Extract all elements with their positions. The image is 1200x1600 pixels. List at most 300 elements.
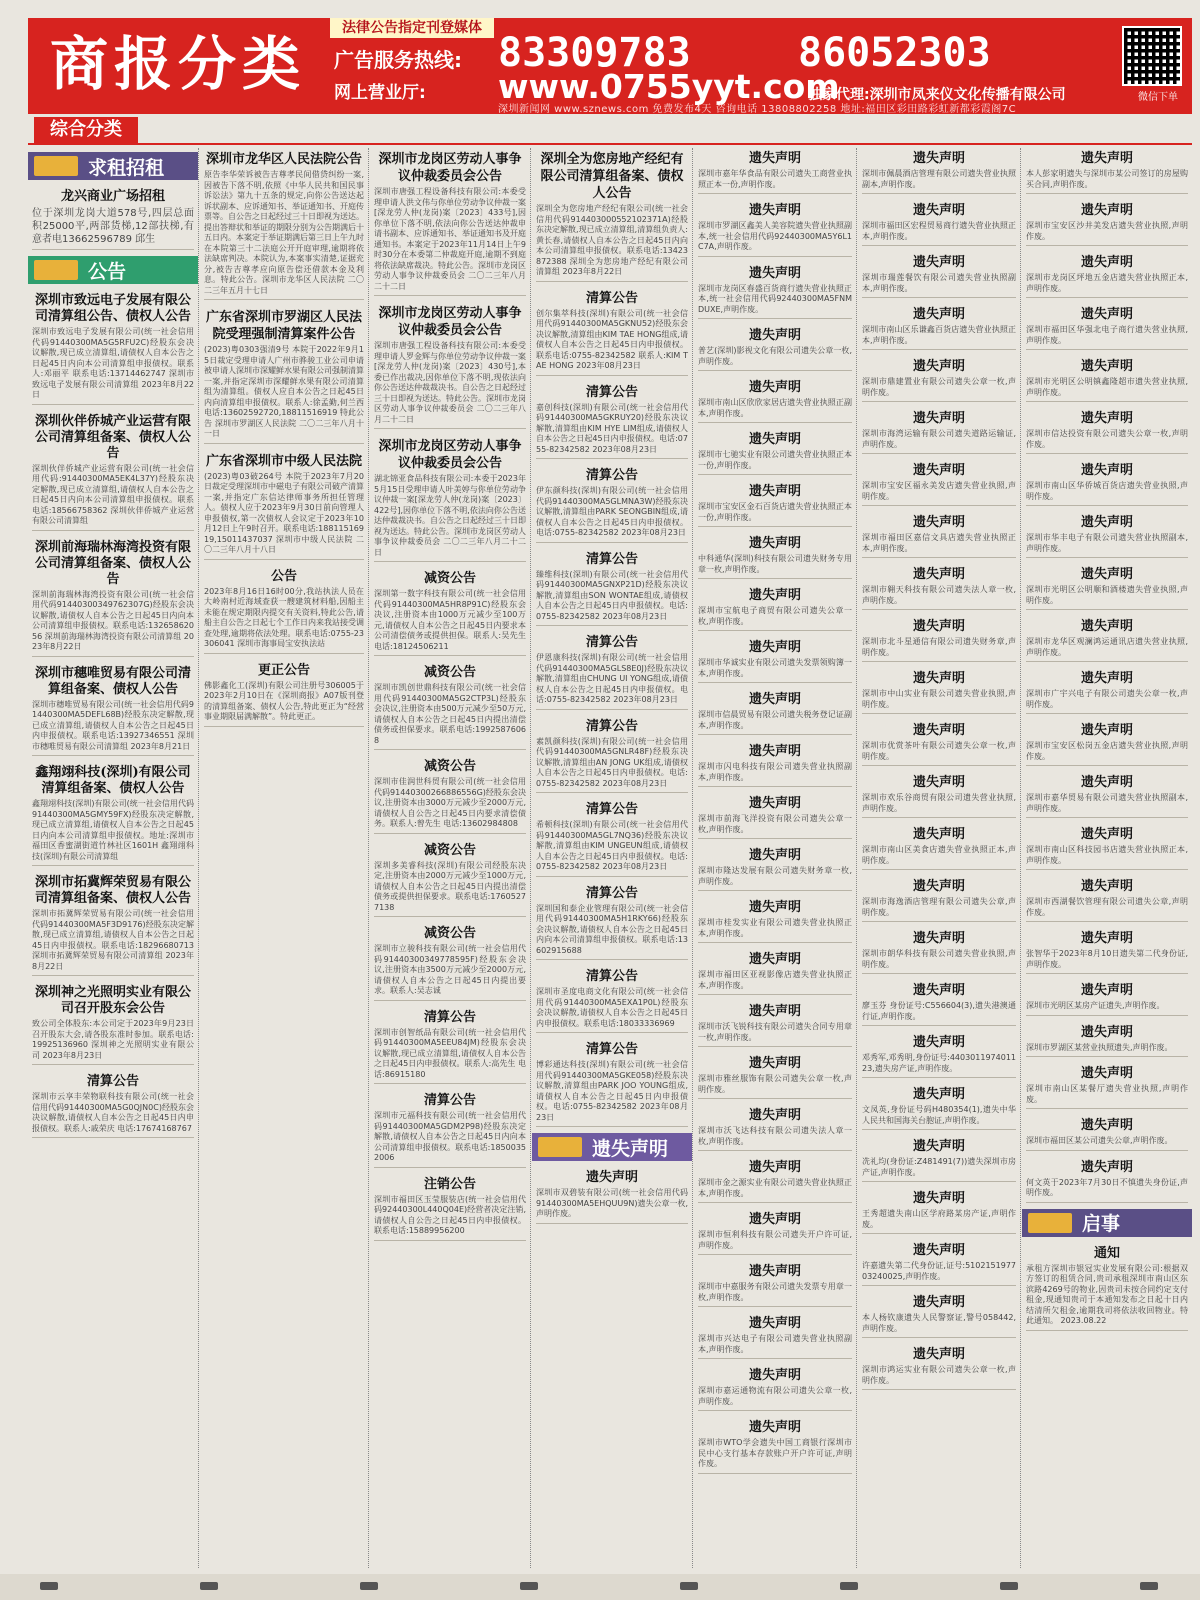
notice-heading: 遗失声明 — [1080, 151, 1133, 166]
notice-heading: 遗失声明 — [912, 1243, 965, 1258]
notice-item — [536, 465, 688, 543]
notice-body: 深圳全为您房地产经纪有限公司(统一社会信用代码91440300055210237​1A)经股东决定解散,现已成立清算组,清算组负责人:黄长春,请债权人自本公告之日起45日内向本公司清算组申报债权。联系电话:13423872388 深圳全为您房地产经纪有限公司清算组 2023年8月22日 — [536, 204, 688, 276]
notice-item — [32, 411, 194, 531]
notice-body: 本人杨钦康遗失人民警察证,警号058442,声明作废。 — [862, 1313, 1016, 1333]
lost-item — [862, 408, 1016, 454]
notice-heading: 遗失声明 — [748, 640, 801, 655]
notice-body: 深圳市中山实业有限公司遗失营业执照,声明作废。 — [862, 689, 1016, 709]
page-tick-icon — [840, 1582, 858, 1590]
lost-item — [862, 980, 1016, 1026]
notice-heading: 遗失声明 — [748, 1368, 801, 1383]
notice-body: 嘉创科技(深圳)有限公司(统一社会信用代码91440300MA5GKRUY20)经股东决议解散,清算组由KIM HYE LIM组成,请债权人自本公告之日起45日内申报债权。电话:0755-82342582 2023年08月23日 — [536, 402, 688, 454]
lost-item — [1026, 460, 1188, 506]
notice-heading: 遗失声明 — [1080, 515, 1133, 530]
folder-icon — [34, 156, 78, 176]
notice-body: 深圳市恒利科技有限公司遗失开户许可证,声明作废。 — [698, 1230, 852, 1250]
notice-body: 深圳市宝安区沙井美发店遗失营业执照,声明作废。 — [1026, 221, 1188, 241]
notice-heading: 遗失声明 — [912, 1295, 965, 1310]
lost-item — [1026, 512, 1188, 558]
notice-body: 张智华于2023年8月10日遗失第二代身份证,声明作废。 — [1026, 949, 1188, 969]
lost-item — [698, 1417, 852, 1474]
notice-body: 深圳市南山区乐谦鑫百货店遗失营业执照正本,声明作废。 — [862, 325, 1016, 345]
lost-item — [1026, 1157, 1188, 1203]
section-title: 综合分类 — [34, 117, 138, 143]
column-3 — [370, 148, 531, 1568]
notice-heading: 遗失声明 — [748, 536, 801, 551]
notice-heading: 清算公告 — [423, 1093, 476, 1108]
notice-body: 深圳市南山区欣欣家居店遗失营业执照正副本,声明作废。 — [698, 398, 852, 418]
notice-body: 创尔集萃科技(深圳)有限公司(统一社会信用代码91440300MA5GKNU52)经股东会决议解散,清算组由KIM TAE HONG组成,请债权人自本公告之日起45日内申报债权。联系电话:0755-82342582 联系人:KIM TAE HONG 2023年08月23日 — [536, 308, 688, 370]
notice-body: 湖北锦亚食品科技有限公司:本委于2023年5月15日受理申请人叶美婷与你单位劳动争议仲裁一案[深龙劳人仲(龙岗)案〔2023〕422号],因你单位下落不明,依法向你公告送达仲裁裁决书。自公告之日起经过三十日即视为送达。特此公告。深圳市龙岗区劳动人事争议仲裁委员会 二〇二三年八月二十二日 — [374, 474, 526, 557]
qr-caption: 微信下单 — [1138, 92, 1178, 103]
lost-item — [698, 263, 852, 320]
notice-body: 中科通华(深圳)科技有限公司遗失财务专用章一枚,声明作废。 — [698, 554, 852, 574]
lost-item — [698, 1209, 852, 1255]
notice-body: 深圳市福田区华强北电子商行遗失营业执照,声明作废。 — [1026, 325, 1188, 345]
lost-item — [1026, 564, 1188, 610]
notice-item — [536, 883, 688, 961]
notice-body: (2023)粤0303强清9号 本院于2022年9月15日裁定受理申请人广州市骅骏工业公司申请被申请人深圳市深耀鲜水果有限公司强制清算一案,并指定深圳市深耀鲜水果有限公司清算组为清算组。债权人应自本公告之日起45日内向清算组申报债权。联系人:徐孟勤,何兰西 电话:13602592720,18811516919 特此公告 深圳市罗湖区人民法院 二〇二三年八月十一日 — [204, 345, 364, 438]
notice-body: 深圳市福田区嘉信文具店遗失营业执照正本,声明作废。 — [862, 533, 1016, 553]
notice-body: 深圳市南山区华侨城百货店遗失营业执照,声明作废。 — [1026, 481, 1188, 501]
category-qishi: 启事 — [1022, 1209, 1192, 1237]
notice-item — [32, 290, 194, 405]
notice-item — [536, 966, 688, 1033]
folder-icon — [1028, 1213, 1072, 1233]
notice-body: 邓秀军,邓秀明,身份证号:440301197401123,遗失房产证,声明作废。 — [862, 1053, 1016, 1073]
lost-list — [1022, 148, 1192, 1203]
notice-body: 深圳市龙华区观澜鸿运通讯店遗失营业执照,声明作废。 — [1026, 637, 1188, 657]
lost-item — [1026, 720, 1188, 766]
notice-heading: 遗失声明 — [748, 151, 801, 166]
lost-item — [862, 928, 1016, 974]
notice-body: 深圳市翱天科技有限公司遗失法人章一枚,声明作废。 — [862, 585, 1016, 605]
notice-body: 深圳市宝安区福永美发店遗失营业执照,声明作废。 — [862, 481, 1016, 501]
notice-body: 深圳前海瑞林海湾投资有限公司(统一社会信用代码91440300349762307G)经股东会决议解散,请债权人自本公告之日起45日内向本公司清算组申报债权。联系电话:13265862056 深圳前海瑞林海湾投资有限公司清算组 2023年8月22日 — [32, 589, 194, 651]
notice-body: 2023年8月16日16时00分,我站执法人员在大岭南村近海域查获一艘建筑材料船,因船主未能在规定期限内提交有关资料,特此公告,请船主自公告之日起七个工作日内来我站接受调查处理,逾期将依法处理。联系电话:0755-23306041 深圳市海事局宝安执法站 — [204, 586, 364, 648]
notice-heading: 遗失声明 — [1080, 255, 1133, 270]
page-tick-icon — [1000, 1582, 1018, 1590]
notice-heading: 清算公告 — [585, 384, 638, 400]
notice-heading: 清算公告 — [585, 718, 638, 734]
lost-item — [862, 564, 1016, 610]
lost-item — [862, 824, 1016, 870]
lost-item — [862, 1292, 1016, 1338]
notice-body: 臻维科技(深圳)有限公司(统一社会信用代码91440300MA5GNXP21D)经股东决议解散,清算组由SON WONTAE组成,请债权人自本公告之日起45日内申报债权。电话:0755-82342582 2023年08月23日 — [536, 569, 688, 621]
notice-heading: 遗失声明 — [1080, 619, 1133, 634]
category-rent: 求租招租 — [28, 152, 198, 180]
notice-heading: 深圳神之光照明实业有限公司召开股东会公告 — [34, 985, 191, 1016]
notice-heading: 遗失声明 — [748, 1316, 801, 1331]
notice-body: 深圳市宝安区松岗五金店遗失营业执照,声明作废。 — [1026, 741, 1188, 761]
notice-heading: 遗失声明 — [1080, 931, 1133, 946]
notice-body: 承租方深圳市银冠实业发展有限公司:根据双方签订的租赁合同,贵司承租深圳市南山区东滨路4269号的物业,因贵司未按合同约定支付租金,现通知贵司于本通知发布之日起十日内结清所欠租金,逾期我司将依法收回物业。特此通知。 2023.08.22 — [1026, 1263, 1188, 1325]
bottom-strip — [0, 1574, 1200, 1600]
notice-item — [204, 566, 364, 654]
notice-body: 深圳市宝安区金石百货店遗失营业执照正本一份,声明作废。 — [698, 502, 852, 522]
notice-body: 深圳市广宇兴电子有限公司遗失公章一枚,声明作废。 — [1026, 689, 1188, 709]
lost-item — [862, 460, 1016, 506]
notice-body: 深圳市优赏茶叶有限公司遗失公章一枚,声明作废。 — [862, 741, 1016, 761]
notice-item — [536, 288, 688, 376]
page-tick-icon — [360, 1582, 378, 1590]
notice-heading: 清算公告 — [585, 802, 638, 817]
notice-body: 深圳市佳润世科贸有限公司(统一社会信用代码91440300266886556G)经股东会决议,注册资本由3000万元减少至2000万元,请债权人自公告之日起45日内要求清偿债务。联系人:曾先生 电话:13602984808 — [374, 777, 526, 828]
notice-body: 深圳市福田区宏程贸易商行遗失营业执照正本,声明作废。 — [862, 221, 1016, 241]
lost-item — [698, 637, 852, 683]
notice-item — [32, 982, 194, 1065]
notice-heading: 遗失声明 — [912, 151, 965, 166]
notice-body: 位于深圳龙岗大道578号,四层总面积25000平,两部货梯,12部扶梯,有意者电13662596789 邱生 — [32, 208, 194, 245]
category-lost: 遗失声明 — [532, 1133, 692, 1161]
lost-item — [698, 793, 852, 839]
notice-heading: 遗失声明 — [912, 775, 965, 790]
notice-heading: 遗失声明 — [912, 411, 965, 426]
notice-body: 深圳市致远电子发展有限公司(统一社会信用代码91440300MA5G5RFU2C)经股东会决议解散,现已成立清算组,请债权人自本公告之日起45日内向本公司清算组申报债权。联系人:邓丽平 联系电话:13714462747 深圳市致远电子发展有限公司清算组 2023年8月22日 — [32, 327, 194, 399]
notice-item — [536, 549, 688, 627]
qr-code-icon — [1122, 26, 1182, 86]
notice-item — [32, 663, 194, 757]
lost-item — [1026, 876, 1188, 922]
notice-body: 原告李华荣诉被告吉尊孝民间借贷纠纷一案,因被告下落不明,依照《中华人民共和国民事诉讼法》第九十五条的规定,向你公告送达起诉状副本、应诉通知书、举证通知书、开庭传票等。自公告之日起经过三十日即视为送达。提出答辩状和举证的期限分别为公告期满后十五日内。本案定于举证期满后第三日上午九时在本院第三十二法庭公开开庭审理,逾期将依法缺席判决。本院认为,本案事实清楚,证据充分,被告吉尊孝应向原告偿还借款本金及利息。特此公告。深圳市龙华区人民法院 二〇二三年五月十七日 — [204, 170, 364, 295]
column-5 — [694, 148, 857, 1568]
hotline-number-1: 83309783 — [498, 30, 691, 76]
notice-body: 深圳市创智纸品有限公司(统一社会信用代码91440300MA5EEU84JM)经股东会决议解散,现已成立清算组,请债权人自本公告之日起45日内申报债权。联系人:高先生 电话:86915180 — [374, 1027, 526, 1079]
notice-body: 深圳市WTO学会遗失中国工商银行深圳市民中心支行基本存款账户开户许可证,声明作废。 — [698, 1438, 852, 1468]
notice-body: 深圳市兴达电子有限公司遗失营业执照副本,声明作废。 — [698, 1334, 852, 1354]
notice-item — [374, 840, 526, 918]
masthead — [28, 18, 1192, 114]
notice-heading: 遗失声明 — [748, 484, 801, 499]
notice-body: 深圳市中嘉服务有限公司遗失发票专用章一枚,声明作废。 — [698, 1282, 852, 1302]
notice-body: 鑫翔翊科技(深圳)有限公司(统一社会信用代码91440300MA5GMY59FX)经股东决定解散,现已成立清算组,请债权人自本公告之日起45日内向本公司清算组申报债权。地址:深圳市福田区香蜜湖街道竹林社区1601H 鑫翔翊科技(深圳)有限公司清算组 — [32, 799, 194, 861]
notice-heading: 清算公告 — [585, 1042, 638, 1057]
notice-heading: 清算公告 — [585, 885, 638, 901]
notice-heading: 遗失声明 — [1080, 411, 1133, 426]
notice-heading: 深圳伙伴侨城产业运营有限公司清算组备案、债权人公告 — [34, 413, 191, 461]
notice-body: 致公司全体股东:本公司定于2023年9月23日召开股东大会,请各股东准时参加。联系电话:19925136960 深圳神之光照明实业有限公司 2023年8月23日 — [32, 1019, 194, 1060]
notice-heading: 减资公告 — [423, 665, 476, 680]
lost-item — [698, 897, 852, 943]
notice-heading: 深圳市龙岗区劳动人事争议仲裁委员会公告 — [378, 306, 522, 338]
notice-heading: 公告 — [270, 568, 297, 584]
notice-heading: 清算公告 — [423, 1009, 476, 1025]
notice-heading: 更正公告 — [257, 662, 310, 678]
column-7 — [1022, 148, 1192, 1568]
notice-heading: 遗失声明 — [912, 203, 965, 218]
notice-heading: 遗失声明 — [1080, 1159, 1133, 1175]
notice-body: 深圳市罗湖区鑫美人美容院遗失营业执照副本,统一社会信用代码92440300MA5Y6L1C7A,声明作废。 — [698, 221, 852, 251]
notice-body: 深圳市海逸酒店管理有限公司遗失公章,声明作废。 — [862, 897, 1016, 917]
notice-heading: 遗失声明 — [912, 1139, 965, 1154]
notice-heading: 遗失声明 — [748, 744, 801, 759]
notice-body: 何文英于2023年7月30日不慎遗失身份证,声明作废。 — [1026, 1177, 1188, 1197]
column-2 — [200, 148, 369, 1568]
notice-heading: 龙兴商业广场招租 — [60, 189, 165, 204]
lost-item — [862, 252, 1016, 298]
arbitration-notice — [374, 435, 526, 562]
notice-body: 博彩通达科技(深圳)有限公司(统一社会信用代码91440300MA5GKE058)经股东决议解散,清算组由PARK JOO YOUNG组成,请债权人自本公告之日起45日内申报债权。电话:0755-82342582 2023年08月23日 — [536, 1060, 688, 1122]
notice-heading: 遗失声明 — [912, 1087, 965, 1102]
notice-heading: 遗失声明 — [585, 1170, 638, 1185]
notice-heading: 遗失声明 — [1080, 671, 1133, 686]
notice-heading: 遗失声明 — [912, 827, 965, 842]
notice-body: 许嘉遗失第二代身份证,证号:510215197703240025,声明作废。 — [862, 1261, 1016, 1281]
notice-heading: 通知 — [1093, 1245, 1120, 1261]
notice-body: 深圳市佩晨酒店管理有限公司遗失营业执照副本,声明作废。 — [862, 169, 1016, 189]
notice-body: 深圳市西湖餐饮管理有限公司遗失公章,声明作废。 — [1026, 897, 1188, 917]
notice-body: 深圳伙伴侨城产业运营有限公司(统一社会信用代码:91440300MA5EK4L37Y)经股东决定解散,现已成立清算组,请债权人自本公告之日起45日内向本公司清算组申报债权。联系电话:18566758362 深圳伙伴侨城产业运营有限公司清算组 — [32, 463, 194, 525]
lost-item — [862, 304, 1016, 350]
notice-heading: 遗失声明 — [1080, 775, 1133, 790]
notice-item — [32, 872, 194, 976]
notice-heading: 注销公告 — [423, 1176, 476, 1192]
notice-body: 深圳市七驰实业有限公司遗失营业执照正本一份,声明作废。 — [698, 450, 852, 470]
notice-heading: 遗失声明 — [748, 1056, 801, 1071]
lost-item — [698, 1157, 852, 1203]
notice-body: 深圳市光明区某房产证遗失,声明作废。 — [1026, 1001, 1165, 1010]
notice-heading: 深圳市龙岗区劳动人事争议仲裁委员会公告 — [378, 439, 522, 471]
notice-body: 深圳市福田区某公司遗失公章,声明作废。 — [1026, 1136, 1173, 1145]
notice-heading: 遗失声明 — [748, 1004, 801, 1019]
tongzhi-notice — [1026, 1243, 1188, 1331]
notice-heading: 遗失声明 — [748, 265, 801, 281]
lost-item — [1026, 304, 1188, 350]
notice-body: 普艺(深圳)影视文化有限公司遗失公章一枚,声明作废。 — [698, 346, 852, 366]
notice-heading: 遗失声明 — [1080, 567, 1133, 582]
notice-body: 深圳市南山区科技园书店遗失营业执照正本,声明作废。 — [1026, 845, 1188, 865]
notice-item — [536, 632, 688, 710]
lost-item — [698, 1261, 852, 1307]
notice-heading: 遗失声明 — [912, 463, 965, 478]
page-tick-icon — [680, 1582, 698, 1590]
notice-heading: 深圳前海瑞林海湾投资有限公司清算组备案、债权人公告 — [34, 539, 191, 587]
notice-heading: 遗失声明 — [912, 1347, 965, 1362]
notice-heading: 遗失声明 — [748, 1420, 801, 1435]
notice-heading: 遗失声明 — [912, 567, 965, 582]
notice-heading: 遗失声明 — [748, 588, 801, 603]
notice-heading: 遗失声明 — [912, 723, 965, 738]
lost-item — [698, 689, 852, 735]
notice-body: 深圳市唐强工程设备科技有限公司:本委受理申请人罗金辉与你单位劳动争议仲裁一案[深龙劳人仲(龙岗)案〔2023〕430号],本委已作出裁决,因你单位下落不明,现依法向你公告送达仲裁裁决书。自公告之日起经过三十日即视为送达。特此公告。深圳市龙岗区劳动人事争议仲裁委员会 二〇二三年八月二十二日 — [374, 341, 526, 424]
notice-item — [204, 660, 364, 727]
lost-item — [1026, 1115, 1188, 1151]
lost-item — [698, 1313, 852, 1359]
notice-heading: 遗失声明 — [748, 1160, 801, 1175]
notice-body: 深圳市雅丝服饰有限公司遗失公章一枚,声明作废。 — [698, 1074, 852, 1094]
hotline-label: 广告服务热线: — [334, 48, 462, 72]
lost-item — [1026, 980, 1188, 1016]
notice-body: 深圳市罗湖区某营业执照遗失,声明作废。 — [1026, 1042, 1173, 1052]
notice-body: 深圳国和泰企业管理有限公司(统一社会信用代码91440300MA5H1RKY66)经股东会决议解散,请债权人自本公告之日起45日内向本公司清算组申报债权。联系电话:13602915688 — [536, 903, 688, 955]
lost-item — [1026, 1063, 1188, 1109]
lost-item — [1026, 616, 1188, 662]
notice-body: 深圳市金之源实业有限公司遗失营业执照正本,声明作废。 — [698, 1178, 852, 1198]
notice-heading: 减资公告 — [423, 842, 476, 858]
notice-body: 深圳市瑞莲餐饮有限公司遗失营业执照副本,声明作废。 — [862, 273, 1016, 293]
court-notice — [204, 450, 364, 560]
notice-heading: 深圳市致远电子发展有限公司清算组公告、债权人公告 — [34, 293, 191, 324]
notice-body: 深圳市嘉华贸易有限公司遗失营业执照副本,声明作废。 — [1026, 793, 1188, 813]
notice-heading: 清算公告 — [585, 551, 638, 567]
notice-body: 深圳市福田区玉莹服装店(统一社会信用代码92440300L440Q04E)经营者决定注销,请债权人自公告之日起45日内申报债权。联系电话:15889956200 — [374, 1194, 526, 1235]
lost-item — [1026, 148, 1188, 194]
notice-heading: 遗失声明 — [748, 848, 801, 863]
notice-body: 深圳市圣度电商文化有限公司(统一社会信用代码91440300MA5EXA1P0L)经股东会决议解散,请债权人自本公告之日起45日内申报债权。联系电话:18033336969 — [536, 987, 688, 1028]
notice-heading: 遗失声明 — [912, 1191, 965, 1206]
notice-heading: 遗失声明 — [748, 203, 801, 218]
notice-body: 冼礼均(身份证:Z481491(7))遗失深圳市房产证,声明作废。 — [862, 1157, 1016, 1177]
lost-item — [698, 481, 852, 527]
notice-heading: 清算公告 — [585, 635, 638, 650]
lost-item — [1026, 928, 1188, 974]
arbitration-notice — [374, 302, 526, 429]
notice-heading: 广东省深圳市中级人民法院 — [205, 453, 362, 469]
lost-item — [698, 325, 852, 371]
lost-item — [1026, 252, 1188, 298]
notice-item — [536, 1039, 688, 1127]
notice-heading: 遗失声明 — [748, 692, 801, 707]
notice-heading: 遗失声明 — [912, 255, 965, 270]
court-notice — [204, 148, 364, 300]
lost-item — [862, 1344, 1016, 1390]
notice-item — [374, 1174, 526, 1241]
lost-item — [698, 148, 852, 194]
lost-item — [698, 949, 852, 995]
lost-item — [698, 741, 852, 787]
notice-heading: 遗失声明 — [748, 796, 801, 811]
lost-item — [862, 200, 1016, 246]
lost-item — [1026, 824, 1188, 870]
notice-body: 深圳市隆达发展有限公司遗失财务章一枚,声明作废。 — [698, 866, 852, 886]
lost-item — [862, 720, 1016, 766]
notice-body: (2023)粤03破264号 本院于2023年7月20日裁定受理深圳市中磁电子有限公司破产清算一案,并指定广东信达律师事务所担任管理人。债权人应于2023年9月30日前向管理人申报债权,第一次债权人会议定于2023年10月12日上午9时召开。联系电话:18811516919,15011437037 深圳市中级人民法院 二〇二三年八月十八日 — [204, 471, 364, 554]
notice-item — [536, 716, 688, 794]
notice-heading: 遗失声明 — [912, 879, 965, 894]
lost-item — [862, 356, 1016, 402]
notice-body: 深圳市福田区亚视影像店遗失营业执照正本,声明作废。 — [698, 970, 852, 990]
notice-body: 伊恩康科技(深圳)有限公司(统一社会信用代码91440300MA5GLS8E0J)经股东决议解散,清算组由CHUNG UI YONG组成,请债权人自本公告之日起45日内申报债权。电话:0755-82342582 2023年08月23日 — [536, 653, 688, 704]
notice-body: 本人彭家明遗失与深圳市某公司签订的房屋购买合同,声明作废。 — [1026, 169, 1188, 189]
notice-rent — [32, 186, 194, 250]
notice-item — [374, 1090, 526, 1168]
notice-body: 深圳市鼎建置业有限公司遗失公章一枚,声明作废。 — [862, 377, 1016, 397]
notice-item — [536, 382, 688, 460]
notice-item — [32, 1071, 194, 1138]
notice-heading: 清算公告 — [86, 1074, 139, 1089]
notice-heading: 遗失声明 — [1080, 879, 1133, 894]
notice-heading: 清算公告 — [585, 468, 638, 483]
lost-item — [698, 1053, 852, 1099]
lost-item — [698, 1001, 852, 1047]
notice-body: 深圳市南山区某餐厅遗失营业执照,声明作废。 — [1026, 1084, 1188, 1104]
notice-body: 深圳市凯创世鼎科技有限公司(统一社会信用代码91440300MA5G2CTP3L)经股东会决议,注册资本由500万元减少至50万元,请债权人自本公告之日起45日内提出清偿债务或担保要求。联系电话:19925876068 — [374, 683, 526, 745]
notice-body: 深圳市龙岗区坪地五金店遗失营业执照正本,声明作废。 — [1026, 273, 1188, 293]
notice-body: 深圳市嘉运通物流有限公司遗失公章一枚,声明作废。 — [698, 1386, 852, 1406]
notice-heading: 遗失声明 — [748, 1264, 801, 1279]
notice-body: 深圳市华诚实业有限公司遗失发票领购簿一本,声明作废。 — [698, 658, 852, 678]
notice-body: 希顿科技(深圳)有限公司(统一社会信用代码91440300MA5GL7NQ36)经股东决议解散,清算组由KIM UNGEUN组成,请债权人自本公告之日起45日内申报债权。电话:0755-82342582 2023年08月23日 — [536, 820, 688, 871]
notice-heading: 遗失声明 — [912, 515, 965, 530]
notice-body: 深圳市双碧装有限公司(统一社会信用代码91440300MA5EHQUU9N)遗失公章一枚,声明作废。 — [536, 1188, 688, 1218]
notice-body: 深圳市信晨贸易有限公司遗失税务登记证副本,声明作废。 — [698, 710, 852, 730]
notice-heading: 遗失声明 — [1080, 983, 1133, 998]
notice-item — [536, 799, 688, 877]
lost-item — [536, 1167, 688, 1224]
lost-item — [862, 616, 1016, 662]
lost-item — [1026, 408, 1188, 454]
web-url[interactable]: www.0755yyt.com — [498, 67, 840, 106]
lost-item — [1026, 772, 1188, 818]
legal-tag: 法律公告指定刊登媒体 — [330, 18, 494, 38]
notice-body: 深圳市唐强工程设备科技有限公司:本委受理申请人洪文伟与你单位劳动争议仲裁一案[深龙劳人仲(龙岗)案〔2023〕433号],因你单位下落不明,依法向你公告送达仲裁申请书副本、应诉通知书、举证通知书及开庭通知书。本案定于2023年11月14日上午9时30分在本委第二仲裁庭开庭,逾期不到庭将依法缺席裁决。特此公告。深圳市龙岗区劳动人事争议仲裁委员会 二〇二三年八月二十二日 — [374, 187, 526, 291]
lost-item — [698, 1365, 852, 1411]
lost-item — [862, 1188, 1016, 1234]
notice-item — [374, 568, 526, 656]
notice-heading: 遗失声明 — [912, 359, 965, 374]
web-label: 网上营业厅: — [334, 83, 426, 103]
notice-heading: 遗失声明 — [1080, 827, 1133, 842]
notice-body: 王秀超遗失南山区学府路某房产证,声明作废。 — [862, 1209, 1016, 1229]
hotline-number-2: 86052303 — [798, 30, 991, 76]
lost-item — [698, 845, 852, 891]
lost-item — [698, 200, 852, 257]
notice-body: 深圳市华丰电子有限公司遗失营业执照副本,声明作废。 — [1026, 533, 1188, 553]
notice-item — [32, 537, 194, 657]
notice-body: 深圳市朗华科技有限公司遗失营业执照,声明作废。 — [862, 949, 1016, 969]
notice-heading: 遗失声明 — [748, 1212, 801, 1227]
notice-heading: 减资公告 — [423, 926, 476, 941]
notice-body: 深圳市龙岗区春盛百货商行遗失营业执照正本,统一社会信用代码92440300MA5FNMDUXE,声明作废。 — [698, 283, 852, 314]
folder-icon — [34, 260, 78, 280]
notice-body: 深圳市嘉年华食品有限公司遗失工商营业执照正本一份,声明作废。 — [698, 169, 852, 189]
notice-heading: 遗失声明 — [748, 1108, 801, 1123]
lost-item — [862, 1084, 1016, 1130]
lost-item — [1026, 200, 1188, 246]
court-notice — [204, 306, 364, 444]
notice-heading: 遗失声明 — [748, 900, 801, 915]
notice-heading: 遗失声明 — [1080, 307, 1133, 322]
lost-item — [698, 377, 852, 423]
notice-heading: 遗失声明 — [748, 432, 801, 447]
lost-item — [698, 533, 852, 579]
contact-subline: 深圳新闻网 www.sznews.com 免费发布4天 咨询电话 13808802258 地址:福田区彩田路彩虹新都彩霞阁7C — [498, 104, 1017, 115]
notice-heading: 遗失声明 — [912, 983, 965, 998]
lost-item — [862, 512, 1016, 558]
notice-body: 深圳市元福科技有限公司(统一社会信用代码91440300MA5GDM2P98)经股东决定解散,请债权人自本公告之日起45日内向本公司清算组申报债权。联系电话:18500352006 — [374, 1111, 526, 1162]
notice-item — [536, 148, 688, 282]
notice-heading: 遗失声明 — [1080, 1066, 1133, 1081]
notice-heading: 遗失声明 — [748, 952, 801, 967]
notice-item — [374, 756, 526, 834]
notice-heading: 遗失声明 — [912, 1035, 965, 1050]
folder-icon — [538, 1137, 582, 1157]
notice-body: 深圳市光明区公明镇鑫隆超市遗失营业执照,声明作废。 — [1026, 377, 1188, 397]
notice-body: 伊东颜科技(深圳)有限公司(统一社会信用代码91440300MA5GLMNA3W)经股东决议解散,清算组由PARK SEONGBIN组成,请债权人自本公告之日起45日内申报债权。电话:0755-82342582 2023年08月23日 — [536, 486, 688, 537]
notice-item — [32, 762, 194, 866]
notice-heading: 遗失声明 — [912, 307, 965, 322]
lost-item — [862, 148, 1016, 194]
notice-heading: 遗失声明 — [1080, 463, 1133, 478]
notice-heading: 清算公告 — [585, 969, 638, 984]
lost-item — [862, 1032, 1016, 1078]
page-tick-icon — [40, 1582, 58, 1590]
notice-heading: 深圳全为您房地产经纪有限公司清算组备案、债权人公告 — [540, 152, 684, 201]
notice-heading: 深圳市拓冀辉荣贸易有限公司清算组备案、债权人公告 — [34, 875, 191, 906]
notice-body: 深圳市拓冀辉荣贸易有限公司(统一社会信用代码91440300MA5F3D9176)经股东决定解散,现已成立清算组,请债权人自本公告之日起45日内申报债权。联系电话:18296680713 深圳市拓冀辉荣贸易有限公司清算组 2023年8月22日 — [32, 909, 194, 971]
notice-body: 深圳市鸿运实业有限公司遗失公章一枚,声明作废。 — [862, 1365, 1016, 1385]
notice-body: 素凯颜科技(深圳)有限公司(统一社会信用代码91440300MA5GNLR48F)经股东决议解散,清算组由AN JONG UK组成,请债权人自本公告之日起45日内申报债权。电话:0755-82342582 2023年08月23日 — [536, 736, 688, 788]
